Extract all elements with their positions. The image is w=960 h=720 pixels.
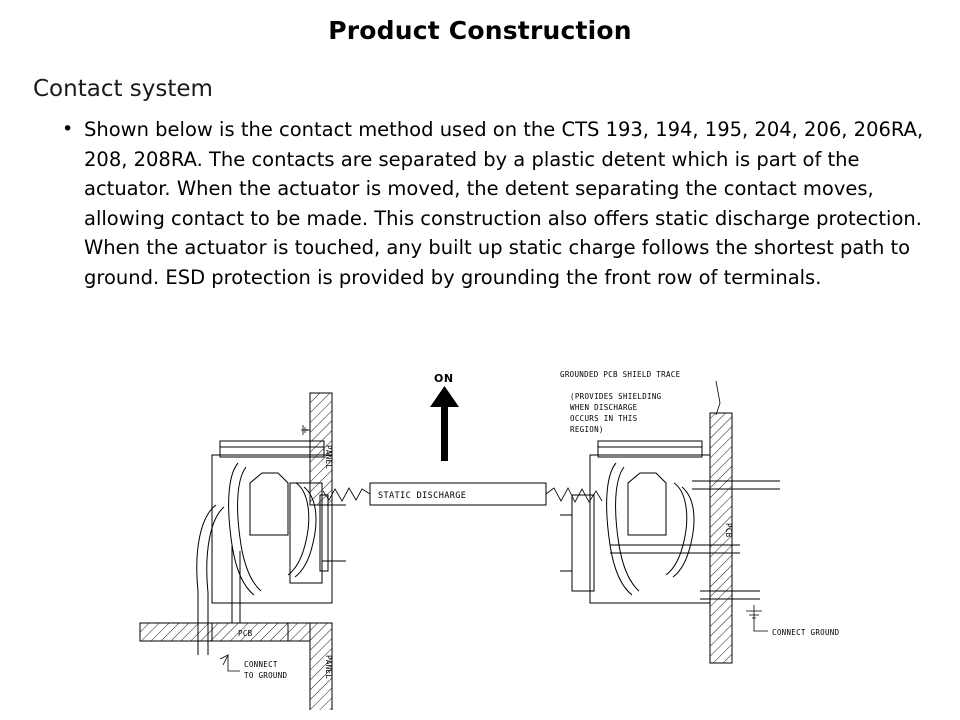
- static-discharge-label: STATIC DISCHARGE: [378, 491, 467, 501]
- bullet-list: [62, 115, 942, 292]
- bullet-marker: •: [62, 118, 74, 140]
- left-connect-line2: TO GROUND: [244, 671, 288, 680]
- static-discharge-callout: [323, 483, 602, 505]
- right-connect-ground-label: CONNECT GROUND: [772, 628, 840, 637]
- left-pcb-label: PCB: [238, 629, 253, 638]
- on-label: ON: [434, 372, 454, 385]
- page-title: Product Construction: [328, 16, 632, 45]
- shield-note-line2: WHEN DISCHARGE: [570, 403, 638, 412]
- shield-note-line1: (PROVIDES SHIELDING: [570, 392, 662, 401]
- left-panel-label-2: PANEL: [324, 655, 333, 680]
- section-heading: Contact system: [33, 76, 213, 102]
- on-direction-arrow: [430, 372, 459, 461]
- contact-system-diagram: [120, 355, 880, 710]
- left-assembly: [140, 393, 346, 710]
- right-assembly: [560, 370, 840, 663]
- bullet-paragraph: Shown below is the contact method used on the CTS 193, 194, 195, 204, 206, 206RA, 208, 208RA. The contacts are separated by a plastic detent which is part of the actuator. When the actuator is moved, the detent separating the contact moves, allowing contact to be made. This construction also offers static discharge protection. When the actuator is touched, any built up static charge follows the shortest path to ground. ESD protection is provided by grounding the front row of terminals.: [84, 118, 924, 289]
- left-panel-label: PANEL: [324, 445, 333, 470]
- left-connect-line1: CONNECT: [244, 660, 278, 669]
- right-pcb-label: PCB: [724, 523, 733, 538]
- shield-note-line3: OCCURS IN THIS: [570, 414, 638, 423]
- shield-trace-label: GROUNDED PCB SHIELD TRACE: [560, 370, 681, 379]
- shield-note-line4: REGION): [570, 425, 604, 434]
